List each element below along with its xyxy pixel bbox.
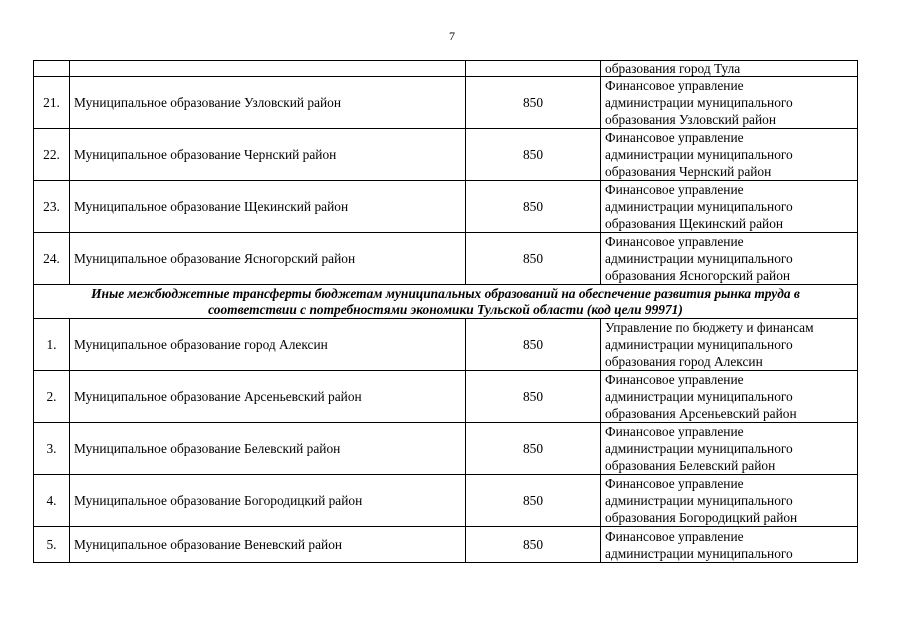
row-number: 3. xyxy=(34,423,70,475)
administrator-name xyxy=(601,371,858,423)
section-heading-line: Иные межбюджетные трансферты бюджетам муниципальных образований на обеспечение развития рынка труда в xyxy=(91,285,800,301)
table-row xyxy=(34,423,858,475)
budget-code: 850 xyxy=(466,181,601,233)
budget-code: 850 xyxy=(466,475,601,527)
administrator-line: образования Щекинский район xyxy=(605,216,784,231)
table-row xyxy=(34,527,858,563)
administrator-line: администрации муниципального xyxy=(605,545,793,561)
row-number xyxy=(34,61,70,77)
administrator-line: Финансовое управление xyxy=(605,78,744,93)
allocation-table xyxy=(33,60,858,563)
administrator-name xyxy=(601,475,858,527)
row-number: 1. xyxy=(34,319,70,371)
row-number: 2. xyxy=(34,371,70,423)
administrator-line: администрации муниципального xyxy=(605,147,793,162)
municipality-name: Муниципальное образование Богородицкий район xyxy=(70,475,466,527)
budget-code: 850 xyxy=(466,77,601,129)
municipality-name: Муниципальное образование Белевский район xyxy=(70,423,466,475)
administrator-line: Финансовое управление xyxy=(605,476,744,491)
section-heading-row xyxy=(34,285,858,319)
municipality-name xyxy=(70,61,466,77)
administrator-name xyxy=(601,319,858,371)
table-row xyxy=(34,475,858,527)
budget-code: 850 xyxy=(466,371,601,423)
section-heading xyxy=(34,285,858,319)
administrator-line: Управление по бюджету и финансам xyxy=(605,320,814,335)
administrator-line: администрации муниципального xyxy=(605,441,793,456)
row-number: 5. xyxy=(34,527,70,563)
administrator-line: образования город Алексин xyxy=(605,354,763,369)
administrator-line: образования Чернский район xyxy=(605,164,772,179)
municipality-name: Муниципальное образование Узловский район xyxy=(70,77,466,129)
administrator-name: образования город Тула xyxy=(601,61,858,77)
table-row-continuation xyxy=(34,61,858,77)
table-row xyxy=(34,319,858,371)
municipality-name: Муниципальное образование Ясногорский район xyxy=(70,233,466,285)
municipality-name: Муниципальное образование Чернский район xyxy=(70,129,466,181)
table-row xyxy=(34,371,858,423)
administrator-name xyxy=(601,527,858,563)
budget-code: 850 xyxy=(466,129,601,181)
budget-code xyxy=(466,61,601,77)
administrator-name xyxy=(601,233,858,285)
administrator-line: администрации муниципального xyxy=(605,493,793,508)
administrator-line: Финансовое управление xyxy=(605,130,744,145)
administrator-line: администрации муниципального xyxy=(605,251,793,266)
table-row xyxy=(34,181,858,233)
administrator-name xyxy=(601,77,858,129)
administrator-line: образования Ясногорский район xyxy=(605,268,791,283)
administrator-line: образования Арсеньевский район xyxy=(605,406,797,421)
administrator-name xyxy=(601,129,858,181)
table-row xyxy=(34,77,858,129)
administrator-line: Финансовое управление xyxy=(605,424,744,439)
municipality-name: Муниципальное образование Веневский район xyxy=(70,527,466,563)
budget-code: 850 xyxy=(466,527,601,563)
row-number: 21. xyxy=(34,77,70,129)
administrator-line: Финансовое управление xyxy=(605,372,744,387)
administrator-name xyxy=(601,423,858,475)
administrator-line: администрации муниципального xyxy=(605,95,793,110)
administrator-line: администрации муниципального xyxy=(605,389,793,404)
administrator-line: администрации муниципального xyxy=(605,337,793,352)
row-number: 22. xyxy=(34,129,70,181)
page-number: 7 xyxy=(449,29,455,43)
administrator-line: Финансовое управление xyxy=(605,182,744,197)
administrator-line: образования Белевский район xyxy=(605,458,776,473)
row-number: 24. xyxy=(34,233,70,285)
municipality-name: Муниципальное образование Арсеньевский район xyxy=(70,371,466,423)
administrator-line: Финансовое управление xyxy=(605,234,744,249)
municipality-name: Муниципальное образование Щекинский район xyxy=(70,181,466,233)
row-number: 4. xyxy=(34,475,70,527)
budget-code: 850 xyxy=(466,423,601,475)
administrator-name xyxy=(601,181,858,233)
budget-code: 850 xyxy=(466,319,601,371)
administrator-line: Финансовое управление xyxy=(605,528,744,544)
municipality-name: Муниципальное образование город Алексин xyxy=(70,319,466,371)
budget-code: 850 xyxy=(466,233,601,285)
table-row xyxy=(34,233,858,285)
table-row xyxy=(34,129,858,181)
administrator-line: администрации муниципального xyxy=(605,199,793,214)
row-number: 23. xyxy=(34,181,70,233)
administrator-line: образования Богородицкий район xyxy=(605,510,798,525)
administrator-line: образования Узловский район xyxy=(605,112,776,127)
section-heading-line: соответствии с потребностями экономики Тульской области (код цели 99971) xyxy=(208,301,683,317)
